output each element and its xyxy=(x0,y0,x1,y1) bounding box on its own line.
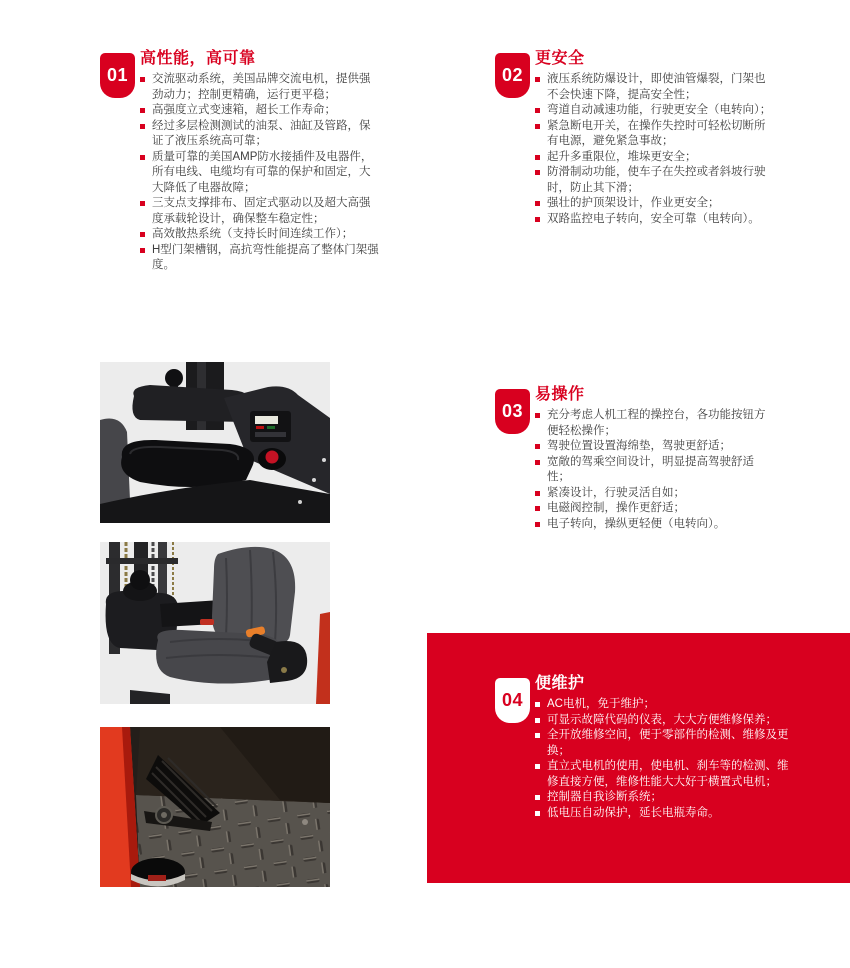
bullet-square-icon xyxy=(535,201,540,206)
bullet-square-icon xyxy=(535,811,540,816)
bullet-item xyxy=(140,103,380,119)
bullet-item xyxy=(535,806,791,822)
bullet-item xyxy=(535,713,791,729)
bullet-text: 高强度立式变速箱，超长工作寿命； xyxy=(152,104,336,116)
bullet-text: 充分考虑人机工程的操控台，各功能按钮方便轻松操作； xyxy=(547,409,766,437)
bullet-text: 强壮的护顶架设计，作业更安全； xyxy=(547,197,720,209)
bullet-text: 双路监控电子转向，安全可靠（电转向）。 xyxy=(547,212,760,225)
bullet-item xyxy=(535,212,775,228)
bullet-square-icon xyxy=(535,460,540,465)
bullet-square-icon xyxy=(535,764,540,769)
bullet-text: 直立式电机的使用，使电机、刹车等的检测、维修直接方便，维修性能大大好于横置式电机； xyxy=(547,760,789,788)
section-number-badge: 02 xyxy=(495,53,530,98)
bullet-item xyxy=(535,486,775,502)
bullet-item xyxy=(535,408,775,439)
bullet-item xyxy=(535,72,775,103)
bullet-text: 全开放维修空间，便于零部件的检测、维修及更换； xyxy=(547,729,789,757)
section-number-badge: 04 xyxy=(495,678,530,723)
driver-seat-illustration xyxy=(100,542,330,704)
bullet-square-icon xyxy=(535,108,540,113)
bullet-item xyxy=(140,243,380,274)
bullet-text: 低电压自动保护，延长电瓶寿命。 xyxy=(547,806,720,819)
bullet-square-icon xyxy=(535,413,540,418)
section-title: 易操作 xyxy=(535,386,585,403)
bullet-text: 质量可靠的美国AMP防水接插件及电器件，所有电线、电缆均有可靠的保护和固定，大大降低了电器故障； xyxy=(152,150,373,194)
bullet-square-icon xyxy=(535,124,540,129)
bullet-item xyxy=(535,196,775,212)
section-high-performance xyxy=(98,50,398,274)
bullet-text: 驾驶位置设置海绵垫，驾驶更舒适； xyxy=(547,440,731,452)
bullet-text: 紧凑设计，行驶灵活自如； xyxy=(547,486,685,499)
pedal-floor-photo xyxy=(100,727,330,887)
bullet-item xyxy=(535,728,791,759)
section-safer xyxy=(493,50,793,227)
section-number-badge: 01 xyxy=(100,53,135,98)
section-number-badge: 03 xyxy=(495,389,530,434)
bullet-item xyxy=(535,165,775,196)
bullet-square-icon xyxy=(140,232,145,237)
bullet-list xyxy=(535,408,775,532)
bullet-text: 防滑制动功能，使车子在失控或者斜坡行驶时，防止其下滑； xyxy=(547,166,766,194)
bullet-item xyxy=(535,697,791,713)
bullet-square-icon xyxy=(535,170,540,175)
bullet-square-icon xyxy=(535,217,540,222)
bullet-square-icon xyxy=(140,108,145,113)
driver-seat-photo xyxy=(100,542,330,704)
bullet-text: 紧急断电开关，在操作失控时可轻松切断所有电源，避免紧急事故； xyxy=(547,119,766,147)
bullet-text: 弯道自动减速功能，行驶更安全（电转向）； xyxy=(547,104,772,116)
bullet-square-icon xyxy=(535,506,540,511)
bullet-square-icon xyxy=(140,124,145,129)
bullet-item xyxy=(535,501,775,517)
bullet-square-icon xyxy=(535,77,540,82)
bullet-square-icon xyxy=(535,718,540,723)
operator-console-photo xyxy=(100,362,330,523)
bullet-item xyxy=(535,119,775,150)
section-title: 高性能，高可靠 xyxy=(140,50,256,67)
section-title: 更安全 xyxy=(535,50,585,67)
bullet-text: 控制器自我诊断系统； xyxy=(547,791,662,803)
bullet-list xyxy=(140,72,380,274)
bullet-square-icon xyxy=(535,733,540,738)
bullet-item xyxy=(140,119,380,150)
bullet-item xyxy=(535,517,775,533)
bullet-item xyxy=(535,439,775,455)
bullet-text: 电子转向，操纵更轻便（电转向）。 xyxy=(547,517,726,530)
bullet-item xyxy=(140,227,380,243)
bullet-text: 三支点支撑排布、固定式驱动以及超大高强度承载轮设计，确保整车稳定性； xyxy=(152,197,371,225)
section-easy-maintenance xyxy=(493,675,793,821)
bullet-square-icon xyxy=(535,155,540,160)
bullet-square-icon xyxy=(535,491,540,496)
bullet-square-icon xyxy=(535,522,540,527)
bullet-text: 起升多重限位，堆垛更安全； xyxy=(547,150,697,163)
bullet-text: 经过多层检测测试的油泵、油缸及管路，保证了液压系统高可靠； xyxy=(152,119,371,147)
bullet-square-icon xyxy=(140,155,145,160)
bullet-square-icon xyxy=(140,248,145,253)
bullet-text: 宽敞的驾乘空间设计，明显提高驾驶舒适性； xyxy=(547,455,754,483)
bullet-text: 电磁阀控制，操作更舒适； xyxy=(547,502,685,514)
bullet-text: 液压系统防爆设计，即使油管爆裂，门架也不会快速下降，提高安全性； xyxy=(547,73,766,101)
bullet-item xyxy=(140,150,380,197)
bullet-text: 可显示故障代码的仪表，大大方便维修保养； xyxy=(547,713,777,726)
pedal-floor-illustration xyxy=(100,727,330,887)
operator-console-illustration xyxy=(100,362,330,523)
bullet-item xyxy=(535,455,775,486)
section-title: 便维护 xyxy=(535,675,585,692)
bullet-item xyxy=(535,790,791,806)
bullet-square-icon xyxy=(535,702,540,707)
bullet-square-icon xyxy=(535,795,540,800)
bullet-item xyxy=(140,72,380,103)
bullet-text: AC电机，免于维护； xyxy=(547,698,655,710)
bullet-item xyxy=(140,196,380,227)
bullet-text: 高效散热系统（支持长时间连续工作）； xyxy=(152,228,354,240)
bullet-square-icon xyxy=(140,201,145,206)
bullet-square-icon xyxy=(535,444,540,449)
bullet-item xyxy=(535,759,791,790)
bullet-list xyxy=(535,72,775,227)
bullet-list xyxy=(535,697,791,821)
bullet-item xyxy=(535,103,775,119)
bullet-item xyxy=(535,150,775,166)
bullet-text: 交流驱动系统，美国品牌交流电机，提供强劲动力；控制更精确，运行更平稳； xyxy=(152,73,371,101)
section-easy-operation xyxy=(493,386,793,532)
bullet-text: H型门架槽钢，高抗弯性能提高了整体门架强度。 xyxy=(152,243,379,271)
bullet-square-icon xyxy=(140,77,145,82)
maintenance-red-panel xyxy=(427,633,850,883)
